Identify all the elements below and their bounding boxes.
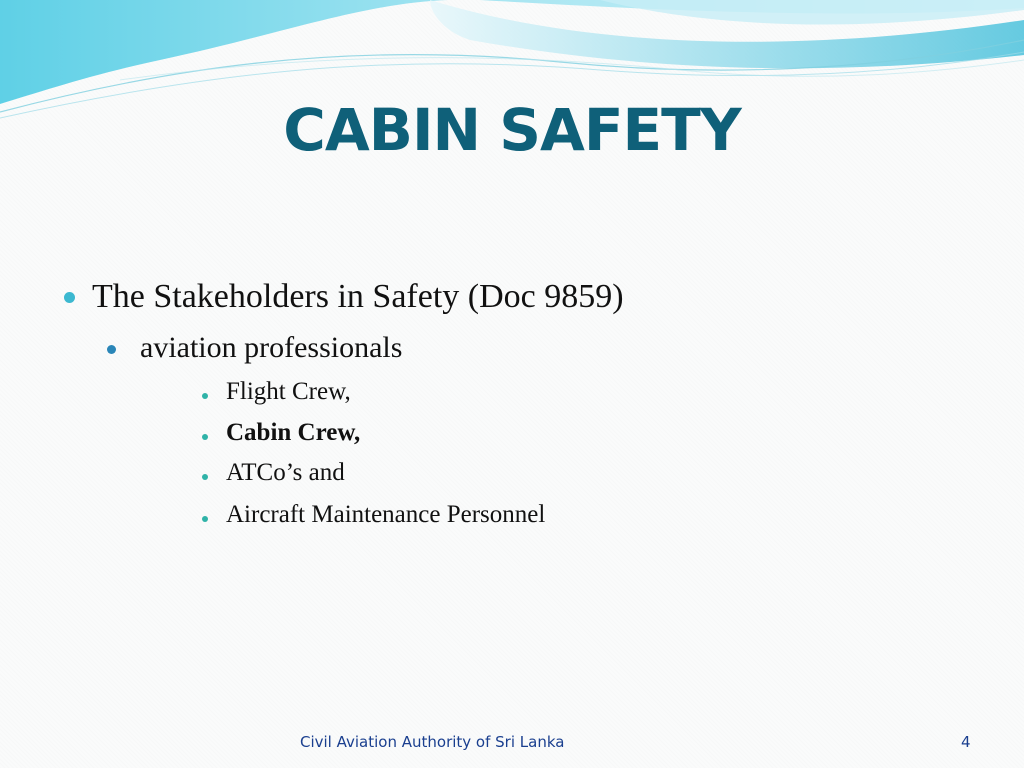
page-number: 4 [961, 733, 971, 751]
bullet-dot-level3 [202, 474, 208, 480]
bullet-item-maintenance-personnel: Aircraft Maintenance Personnel [226, 501, 546, 528]
bullet-item-aviation-professionals: aviation professionals [140, 331, 403, 364]
footer-organization: Civil Aviation Authority of Sri Lanka [300, 733, 565, 751]
bullet-item-flight-crew: Flight Crew, [226, 378, 351, 405]
bullet-item-cabin-crew: Cabin Crew, [226, 419, 361, 446]
bullet-dot-level3 [202, 393, 208, 399]
bullet-dot-level2 [107, 345, 116, 354]
bullet-item-stakeholders: The Stakeholders in Safety (Doc 9859) [92, 278, 624, 315]
bullet-item-atcos: ATCo’s and [226, 459, 345, 486]
bullet-dot-level1 [64, 292, 75, 303]
bullet-dot-level3 [202, 516, 208, 522]
bullet-dot-level3 [202, 434, 208, 440]
slide-title: CABIN SAFETY [283, 96, 741, 164]
